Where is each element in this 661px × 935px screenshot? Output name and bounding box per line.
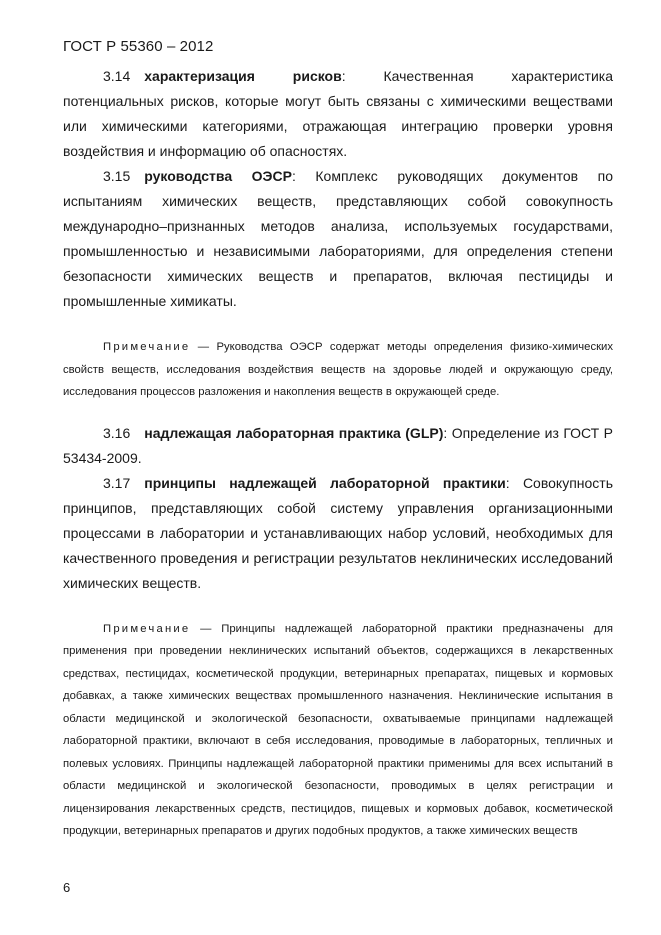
term-definition: Качественная характеристика потенциальных рисков, которые могут быть связаны с химическими веществами или химическими категориями, отражающая интеграцию проверки уровня воздействия и информацию об опасностях. — [63, 68, 613, 159]
document-code-header: ГОСТ Р 55360 – 2012 — [63, 38, 214, 55]
note-text: — Руководства ОЭСР содержат методы определения физико-химических свойств веществ, исследования воздействия веществ на здоровье людей и окружающую среду, исследования процессов разложения и накопления веществ в окружающей среде. — [63, 341, 613, 398]
note-oecd-guidelines — [63, 336, 613, 404]
term-entry-3-17 — [63, 471, 613, 596]
term-number: 3.16 — [103, 424, 131, 441]
document-body — [63, 64, 613, 843]
term-entry-3-16 — [63, 421, 613, 471]
term-entry-3-15 — [63, 164, 613, 314]
term-separator: : — [505, 474, 510, 491]
term-name: характеризация рисков — [144, 68, 342, 84]
note-text: — Принципы надлежащей лабораторной практики предназначены для применения при проведении неклинических испытаний объектов, содержащихся в лекарственных средствах, пестицидах, косметической продукции, ветеринарных препаратах, пищевых и кормовых добавках, а также химических веществах промышленного назначения. Неклинические испытания в области медицинской и экологической безопасности, охватываемые принципами надлежащей лабораторной практики, включают в себя исследования, проводимые в лабораторных, тепличных и полевых условиях. Принципы надлежащей лабораторной практики применимы для всех испытаний в области медицинской и экологической безопасности, проводимых в целях регистрации и лицензирования лекарственных средств, пестицидов, пищевых и кормовых добавок, косметической продукции, ветеринарных препаратов и других подобных продуктов, а также химических веществ — [63, 622, 613, 837]
term-entry-3-14 — [63, 64, 613, 164]
term-definition: Определение из ГОСТ Р 53434-2009. — [63, 424, 613, 466]
term-separator: : — [341, 68, 346, 84]
term-name: руководства ОЭСР — [144, 168, 292, 184]
note-label: Примечание — [103, 341, 191, 353]
term-number: 3.14 — [103, 68, 131, 84]
term-definition: Комплекс руководящих документов по испытаниям химических веществ, представляющих собой совокупность международно–признанных методов анализа, используемых государствами, промышленностью и независимыми лабораториями, для определения степени безопасности химических веществ и препаратов, включая пестициды и промышленные химикаты. — [63, 168, 614, 309]
term-definition: Совокупность принципов, представляющих собой систему управления организационными процессами в лаборатории и устанавливающих набор условий, необходимых для качественного проведения и регистрации результатов неклинических исследований химических веществ. — [63, 474, 613, 591]
page-number: 6 — [63, 880, 71, 895]
term-name: принципы надлежащей лабораторной практики — [144, 474, 506, 491]
note-glp-principles — [63, 618, 613, 843]
term-number: 3.17 — [103, 474, 131, 491]
note-label: Примечание — [103, 622, 191, 635]
term-name: надлежащая лабораторная практика (GLP) — [144, 424, 444, 441]
term-separator: : — [291, 168, 296, 184]
term-separator: : — [443, 424, 448, 441]
term-number: 3.15 — [103, 168, 131, 184]
